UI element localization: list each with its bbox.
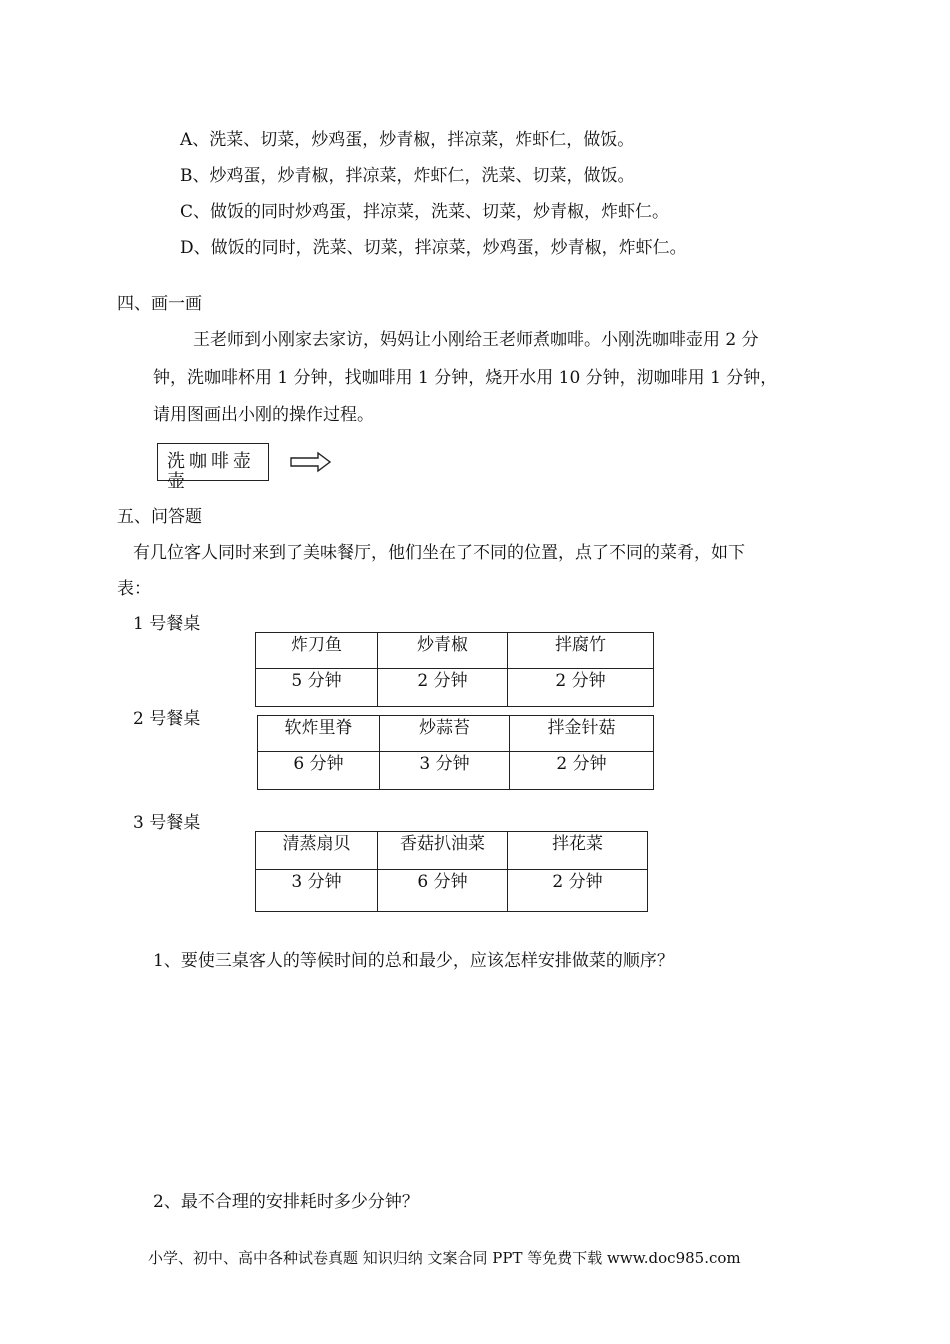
table-cell: 2 分钟 — [508, 669, 654, 707]
option-b: B、炒鸡蛋，炒青椒，拌凉菜，炸虾仁，洗菜、切菜，做饭。 — [180, 166, 635, 186]
table-cell: 6 分钟 — [378, 870, 508, 912]
table-cell: 拌花菜 — [508, 832, 648, 870]
section-5-intro-line-1: 有几位客人同时来到了美味餐厅，他们坐在了不同的位置，点了不同的菜肴，如下 — [133, 543, 745, 563]
table-cell: 2 分钟 — [378, 669, 508, 707]
table-cell: 软炸里脊 — [258, 716, 380, 752]
section-5-intro-line-2: 表： — [117, 579, 151, 599]
section-5-heading: 五、问答题 — [117, 507, 202, 527]
flow-step-box: 洗咖啡壶壶 — [157, 443, 269, 481]
table-1-label: 1 号餐桌 — [133, 614, 201, 634]
question-2: 2、最不合理的安排耗时多少分钟？ — [153, 1192, 419, 1212]
table-cell: 5 分钟 — [256, 669, 378, 707]
table-1 — [255, 632, 654, 707]
table-2-label: 2 号餐桌 — [133, 709, 201, 729]
table-cell: 炒青椒 — [378, 633, 508, 669]
table-cell: 拌金针菇 — [510, 716, 654, 752]
question-1: 1、要使三桌客人的等候时间的总和最少，应该怎样安排做菜的顺序？ — [153, 951, 674, 971]
section-4-heading: 四、画一画 — [117, 294, 202, 314]
section-4-line-3: 请用图画出小刚的操作过程。 — [153, 405, 374, 425]
section-4-line-2: 钟，洗咖啡杯用 1 分钟，找咖啡用 1 分钟，烧开水用 10 分钟，沏咖啡用 1 分钟， — [153, 368, 778, 388]
table-3-label: 3 号餐桌 — [133, 813, 201, 833]
table-cell: 2 分钟 — [508, 870, 648, 912]
table-3 — [255, 831, 648, 912]
flow-arrow-icon — [290, 452, 332, 472]
page-footer: 小学、初中、高中各种试卷真题 知识归纳 文案合同 PPT 等免费下载 www.doc985.com — [148, 1249, 741, 1267]
table-cell: 6 分钟 — [258, 752, 380, 790]
table-2 — [257, 715, 654, 790]
option-a: A、洗菜、切菜，炒鸡蛋，炒青椒，拌凉菜，炸虾仁，做饭。 — [180, 130, 635, 150]
table-cell: 香菇扒油菜 — [378, 832, 508, 870]
table-cell: 3 分钟 — [380, 752, 510, 790]
table-cell: 炒蒜苔 — [380, 716, 510, 752]
option-c: C、做饭的同时炒鸡蛋，拌凉菜，洗菜、切菜，炒青椒，炸虾仁。 — [180, 202, 670, 222]
table-cell: 3 分钟 — [256, 870, 378, 912]
table-cell: 炸刀鱼 — [256, 633, 378, 669]
table-cell: 拌腐竹 — [508, 633, 654, 669]
table-cell: 清蒸扇贝 — [256, 832, 378, 870]
section-4-line-1: 王老师到小刚家去家访，妈妈让小刚给王老师煮咖啡。小刚洗咖啡壶用 2 分 — [193, 330, 759, 350]
table-cell: 2 分钟 — [510, 752, 654, 790]
option-d: D、做饭的同时，洗菜、切菜，拌凉菜，炒鸡蛋，炒青椒，炸虾仁。 — [180, 238, 687, 258]
